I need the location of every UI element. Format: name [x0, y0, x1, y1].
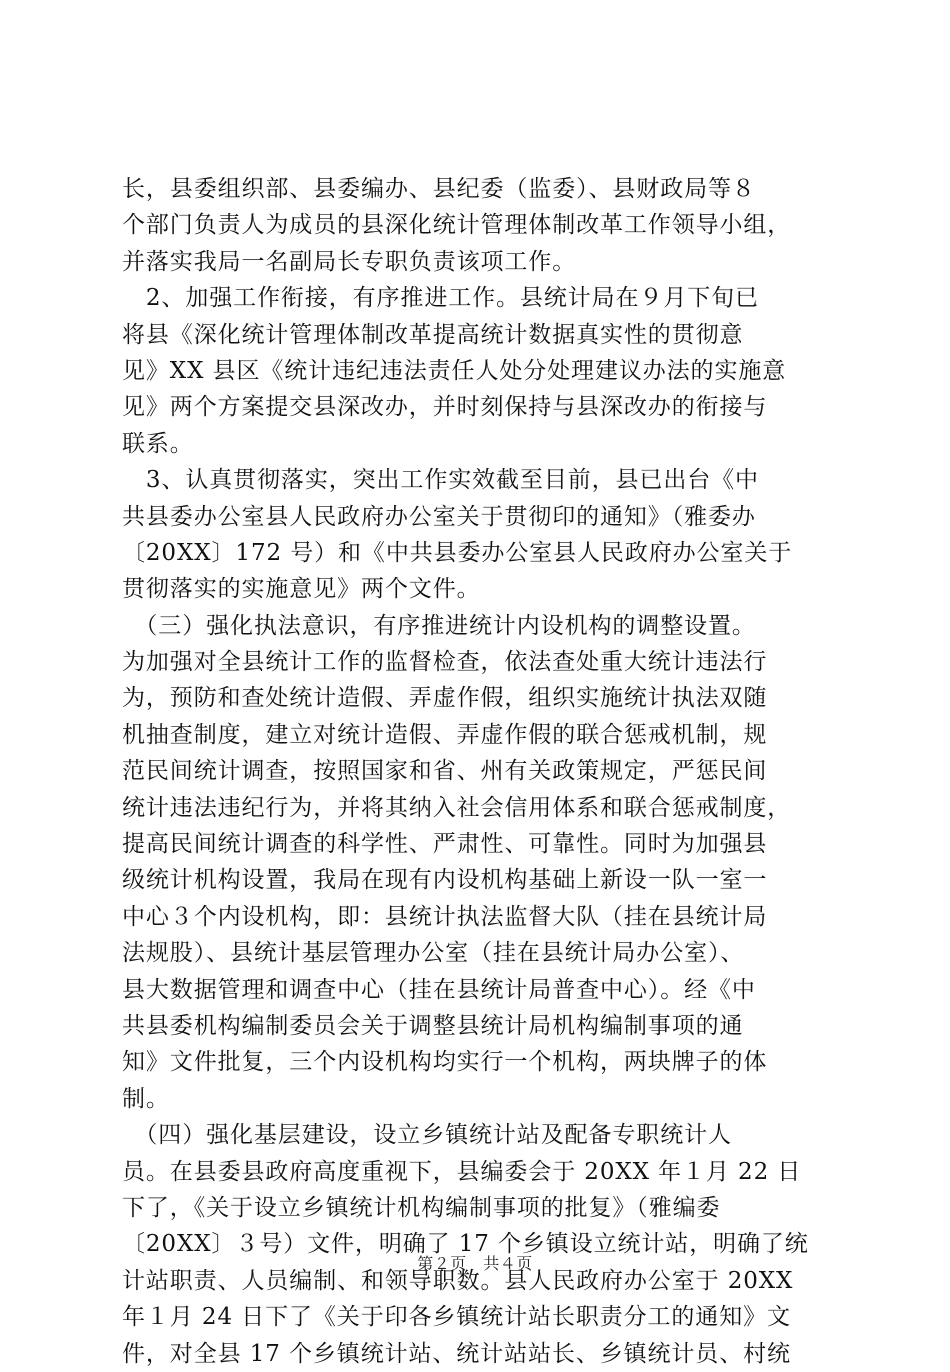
- text-line: 级统计机构设置，我局在现有内设机构基础上新设一队一室一: [122, 867, 768, 894]
- text-line: 机抽查制度，建立对统计造假、弄虚作假的联合惩戒机制，规: [122, 721, 768, 748]
- text-line: （三）强化执法意识，有序推进统计内设机构的调整设置。: [122, 612, 756, 639]
- text-line: 〔20XX〕172 号）和《中共县委办公室县人民政府办公室关于: [122, 539, 793, 566]
- text-line: 联系。: [122, 430, 194, 457]
- text-line: 长，县委组织部、县委编办、县纪委（监委）、县财政局等８: [122, 176, 756, 202]
- text-line: 并落实我局一名副局长专职负责该项工作。: [122, 248, 577, 275]
- text-line: 范民间统计调查，按照国家和省、州有关政策规定，严惩民间: [122, 758, 768, 785]
- document-body: [122, 171, 830, 1372]
- text-line: 县大数据管理和调查中心（挂在县统计局普查中心）。经《中: [122, 976, 756, 1003]
- text-line: 2、加强工作衔接，有序推进工作。县统计局在９月下旬已: [122, 285, 759, 312]
- text-line: 员。在县委县政府高度重视下，县编委会于 20XX 年１月 22 日: [122, 1158, 802, 1185]
- page-number: 第２页 共４页: [417, 1254, 533, 1273]
- text-line: 见》XX 县区《统计违纪违法责任人处分处理建议办法的实施意: [122, 357, 787, 384]
- text-line: 年１月 24 日下了《关于印各乡镇统计站长职责分工的通知》文: [122, 1304, 791, 1331]
- page-footer: [0, 1254, 950, 1274]
- text-line: 共县委办公室县人民政府办公室关于贯彻印的通知》（雅委办: [122, 503, 756, 530]
- text-line: （四）强化基层建设，设立乡镇统计站及配备专职统计人: [122, 1122, 732, 1149]
- text-line: 为加强对全县统计工作的监督检查，依法查处重大统计违法行: [122, 649, 768, 676]
- text-line: 中心３个内设机构，即：县统计执法监督大队（挂在县统计局: [122, 903, 768, 930]
- text-line: 提高民间统计调查的科学性、严肃性、可靠性。同时为加强县: [122, 831, 768, 858]
- text-line: 见》两个方案提交县深改办，并时刻保持与县深改办的衔接与: [122, 394, 768, 421]
- text-line: 计站职责、人员编制、和领导职数。县人民政府办公室于 20XX: [122, 1267, 794, 1294]
- text-line: 法规股）、县统计基层管理办公室（挂在县统计局办公室）、: [122, 940, 745, 967]
- text-line: 贯彻落实的实施意见》两个文件。: [122, 576, 481, 603]
- text-line: 个部门负责人为成员的县深化统计管理体制改革工作领导小组，: [122, 212, 792, 239]
- text-line: 为，预防和查处统计造假、弄虚作假，组织实施统计执法双随: [122, 685, 768, 712]
- text-line: 〔20XX〕３号）文件，明确了 17 个乡镇设立统计站，明确了统: [122, 1231, 809, 1258]
- text-line: 知》文件批复，三个内设机构均实行一个机构，两块牌子的体: [122, 1049, 768, 1076]
- text-line: 下了，《关于设立乡镇统计机构编制事项的批复》（雅编委: [122, 1194, 721, 1221]
- text-line: 统计违法违纪行为，并将其纳入社会信用体系和联合惩戒制度，: [122, 794, 792, 821]
- text-line: 制。: [122, 1085, 170, 1112]
- text-line: 3、认真贯彻落实，突出工作实效截至目前，县已出台《中: [122, 467, 759, 494]
- text-line: 共县委机构编制委员会关于调整县统计局机构编制事项的通: [122, 1012, 744, 1039]
- text-line: 件，对全县 17 个乡镇统计站、统计站站长、乡镇统计员、村统: [122, 1340, 791, 1367]
- text-line: 将县《深化统计管理体制改革提高统计数据真实性的贯彻意: [122, 321, 744, 348]
